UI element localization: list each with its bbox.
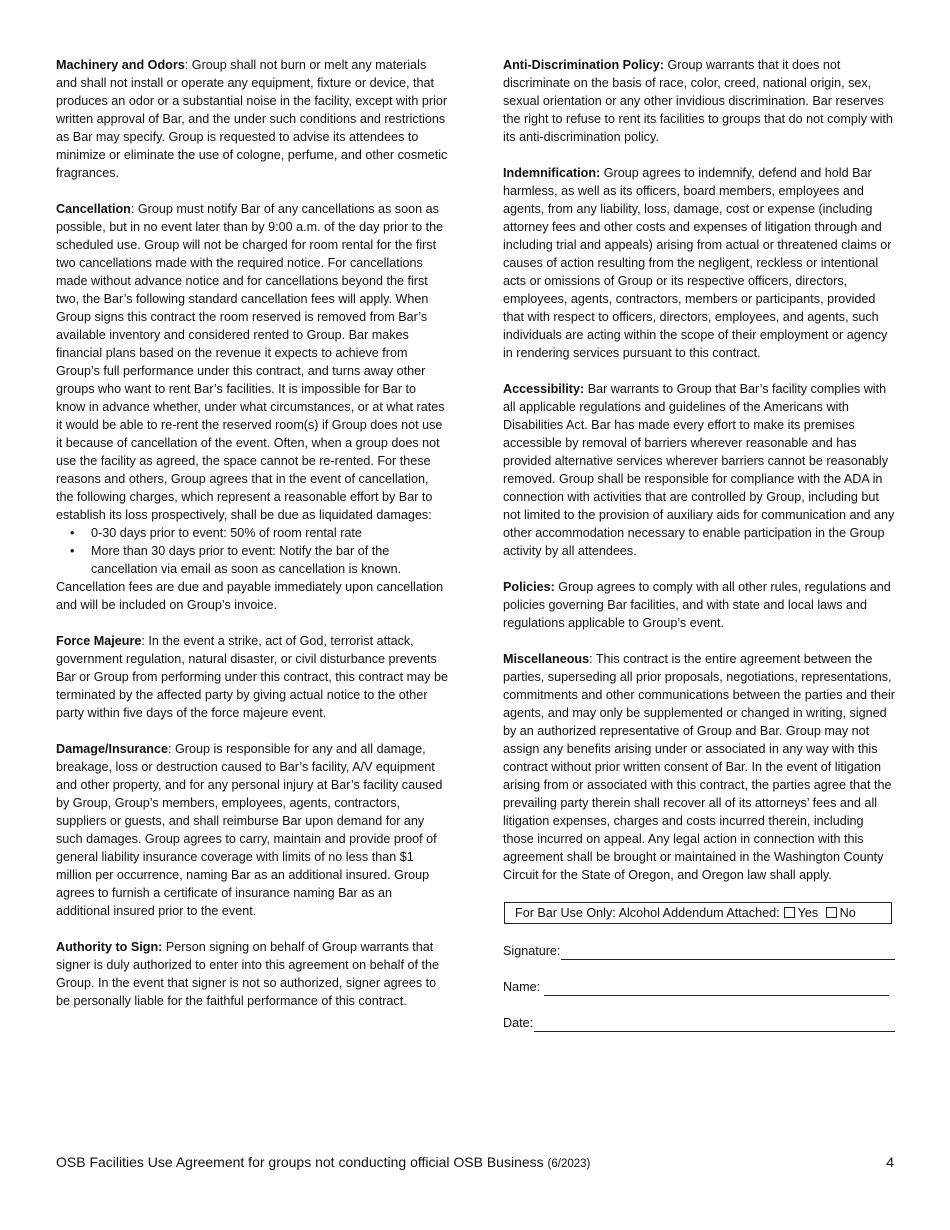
date-field[interactable] — [534, 1017, 895, 1032]
section-heading: Indemnification: — [503, 166, 601, 180]
section-text: : This contract is the entire agreement between the parties, superseding all prior proposals, negotiations, representations, commitments and other communications between the parties and their agents, and may only be supplemented or changed in writing, signed by an authorized representative of Group and Bar. Group may not assign any benefits arising under or associated in any way with this contract without prior written consent of Bar. In the event of litigation arising from or associated with this contract, the parties agree that the prevailing party therein shall recover all of its attorneys’ fees and all litigation expenses, charges and costs incurred therein, including those incurred on appeal. Any legal action in connection with this agreement shall be brought or maintained in the Washington County Circuit for the State of Oregon, and Oregon law shall apply. — [503, 652, 896, 882]
section-text: : In the event a strike, act of God, terrorist attack, government regulation, natural disaster, or civil disturbance prevents Bar or Group from performing under this contract, this contract may be terminated by the affected party by giving actual notice to the other party within five days of the force majeure event. — [56, 634, 448, 720]
section-text: Bar warrants to Group that Bar’s facility complies with all applicable regulations and guidelines of the Americans with Disabilities Act. Bar has made every effort to make its premises accessible by removal of barriers wherever reasonable and has provided alternative services wherever barriers cannot be reasonably removed. Group shall be responsible for compliance with the ADA in connection with activities that are controlled by Group, including but not limited to the provision of auxiliary aids for communication and any other accommodation necessary to enable participation in the Group activity by all attendees. — [503, 382, 895, 558]
section-heading: Policies: — [503, 580, 555, 594]
footer-revision-date: (6/2023) — [547, 1158, 591, 1170]
left-column — [56, 56, 448, 1028]
section-heading: Force Majeure — [56, 634, 142, 648]
name-field[interactable] — [544, 981, 889, 996]
name-label: Name: — [503, 980, 541, 994]
section-indemnification — [503, 164, 895, 362]
section-cancellation — [56, 200, 448, 614]
section-text: Group warrants that it does not discriminate on the basis of race, color, creed, national origin, sex, sexual orientation or any other invidious discrimination. Bar reserves the right to refuse to rent its facilities to groups that do not comply with its anti-discrimination policy. — [503, 58, 893, 144]
section-heading: Damage/Insurance — [56, 742, 168, 756]
section-heading: Cancellation — [56, 202, 131, 216]
list-item: • 0-30 days prior to event: 50% of room rental rate — [91, 524, 448, 542]
right-column — [503, 56, 895, 1032]
section-miscellaneous — [503, 650, 895, 884]
yes-checkbox[interactable] — [784, 907, 795, 918]
date-label: Date: — [503, 1016, 534, 1030]
section-text: Person signing on behalf of Group warrants that signer is duly authorized to enter into this agreement on behalf of the Group. In the event that signer is not so authorized, signer agrees to be personally liable for the faithful performance of this contract. — [56, 940, 439, 1008]
section-text: : Group shall not burn or melt any materials and shall not install or operate any equipment, fixture or device, that produces an odor or a substantial noise in the facility, except with prior written approval of Bar, and the under such conditions and restrictions as Bar may specify. Group is requested to advise its attendees to minimize or eliminate the use of cologne, perfume, and other cosmetic fragrances. — [56, 58, 448, 180]
section-text: Group agrees to indemnify, defend and hold Bar harmless, as well as its officers, board members, employees and agents, from any liability, loss, damage, cost or expense (including attorney fees and other costs and expenses of litigation through and including trial and appeals) arising from actual or threatened claims or causes of action resulting from the negligent, reckless or intentional acts or omissions of Group or its respective officers, directors, employees, agents, contractors, members or participants, provided that with respect to officers, directors, employees, and agents, such individuals are acting within the scope of their employment or agency in rendering services pursuant to this contract. — [503, 166, 892, 360]
bar-use-only-label: For Bar Use Only: Alcohol Addendum Attached: — [515, 906, 780, 920]
no-checkbox[interactable] — [826, 907, 837, 918]
section-text: Group agrees to comply with all other rules, regulations and policies governing Bar facilities, and with state and local laws and regulations applicable to Group’s event. — [503, 580, 891, 630]
cancellation-fee-list — [56, 524, 448, 578]
section-policies — [503, 578, 895, 632]
section-text: : Group must notify Bar of any cancellations as soon as possible, but in no event later than by 9:00 a.m. of the day prior to the scheduled use. Group will not be charged for room rental for the first two cancellations made with the required notice. For cancellations made without advance notice and for cancellations beyond the first two, the Bar’s following standard cancellation fees will apply. When Group signs this contract the room reserved is removed from Bar’s available inventory and considered rented to Group. Bar makes financial plans based on the revenue it expects to achieve from Group’s full performance under this contract, and turns away other groups who want to rent Bar’s facilities. It is impossible for Bar to know in advance whether, under what circumstances, or at what rates it would be able to re-rent the reserved room(s) if Group does not use it because of cancellation of the event. Often, when a group does not use the facility as agreed, the space cannot be re-rented. For these reasons and others, Group agrees that in the event of cancellation, the following charges, which represent a reasonable effort by Bar to establish its loss prospectively, shall be due as liquidated damages: — [56, 202, 445, 522]
page-footer — [56, 1154, 894, 1170]
section-authority-to-sign — [56, 938, 448, 1010]
signature-line — [503, 940, 895, 960]
section-text: Cancellation fees are due and payable immediately upon cancellation and will be included on Group’s invoice. — [56, 580, 444, 612]
list-item: • More than 30 days prior to event: Notify the bar of the cancellation via email as soon as cancellation is known. — [91, 542, 448, 578]
section-heading: Miscellaneous — [503, 652, 590, 666]
section-force-majeure — [56, 632, 448, 722]
signature-label: Signature: — [503, 944, 561, 958]
section-text: : Group is responsible for any and all damage, breakage, loss or destruction caused to Bar’s facility, A/V equipment and other property, and for any personal injury at Bar’s facility caused by Group, Group’s members, employees, agents, contractors, suppliers or guests, and shall reimburse Bar upon demand for any such damages. Group agrees to carry, maintain and provide proof of general liability insurance coverage with limits of no less than $1 million per occurrence, naming Bar as an additional insured. Group agrees to furnish a certificate of insurance naming Bar as an additional insured prior to the event. — [56, 742, 443, 918]
section-heading: Anti-Discrimination Policy: — [503, 58, 664, 72]
no-label: No — [839, 906, 856, 920]
section-heading: Accessibility: — [503, 382, 585, 396]
section-damage-insurance — [56, 740, 448, 920]
section-heading: Machinery and Odors — [56, 58, 185, 72]
page-number: 4 — [886, 1154, 894, 1170]
section-machinery-odors — [56, 56, 448, 182]
yes-label: Yes — [797, 906, 819, 920]
bar-use-only-box — [504, 902, 892, 924]
section-heading: Authority to Sign: — [56, 940, 163, 954]
section-accessibility — [503, 380, 895, 560]
footer-title: OSB Facilities Use Agreement for groups not conducting official OSB Business — [56, 1154, 544, 1170]
date-line — [503, 1012, 895, 1032]
signature-field[interactable] — [561, 945, 895, 960]
section-anti-discrimination — [503, 56, 895, 146]
name-line — [503, 976, 895, 996]
